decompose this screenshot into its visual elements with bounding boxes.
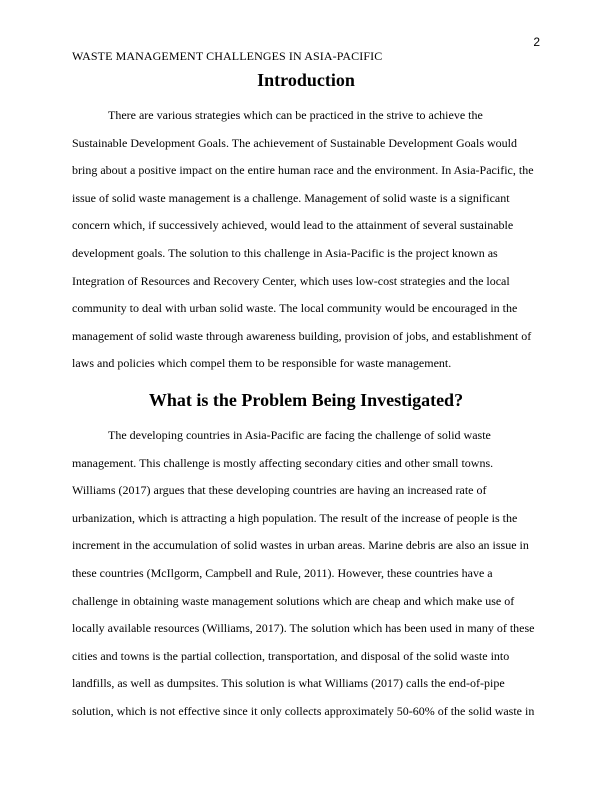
paragraph-line: laws and policies which compel them to be responsible for waste management. xyxy=(72,356,452,371)
document-body xyxy=(72,64,540,725)
paragraph-line: Integration of Resources and Recovery Center, which uses low-cost strategies and the local xyxy=(72,273,510,288)
paragraph-line: challenge in obtaining waste management solutions which are cheap and which make use of xyxy=(72,593,515,608)
problem-paragraph xyxy=(72,422,540,726)
paragraph-line: Williams (2017) argues that these developing countries are having an increased rate of xyxy=(72,483,487,498)
paragraph-line: issue of solid waste management is a challenge. Management of solid waste is a significant xyxy=(72,190,510,205)
running-head: WASTE MANAGEMENT CHALLENGES IN ASIA-PACIFIC xyxy=(72,49,383,63)
section-heading-introduction: Introduction xyxy=(257,70,355,90)
paragraph-line: landfills, as well as dumpsites. This solution is what Williams (2017) calls the end-of-pipe xyxy=(72,676,505,691)
paragraph-line: bring about a positive impact on the entire human race and the environment. In Asia-Pacific, the xyxy=(72,163,534,178)
paragraph-line: development goals. The solution to this challenge in Asia-Pacific is the project known as xyxy=(72,245,498,260)
paragraph-line: locally available resources (Williams, 2017). The solution which has been used in many of these xyxy=(72,621,535,636)
page-number: 2 xyxy=(533,35,540,49)
paragraph-line: Sustainable Development Goals. The achievement of Sustainable Development Goals would xyxy=(72,135,518,150)
paragraph-line: management. This challenge is mostly affecting secondary cities and other small towns. xyxy=(72,455,494,470)
paragraph-line: concern which, if successively achieved, would lead to the attainment of several sustainable xyxy=(72,218,514,233)
paragraph-line: community to deal with urban solid waste. The local community would be encouraged in the xyxy=(72,301,518,316)
paragraph-line: these countries (McIlgorm, Campbell and Rule, 2011). However, these countries have a xyxy=(72,565,493,580)
paragraph-line: increment in the accumulation of solid wastes in urban areas. Marine debris are also an issue in xyxy=(72,538,529,553)
section-heading-problem: What is the Problem Being Investigated? xyxy=(148,389,464,410)
introduction-paragraph xyxy=(72,102,540,378)
paragraph-line: cities and towns is the partial collection, transportation, and disposal of the solid waste into xyxy=(72,648,510,663)
paragraph-line: urbanization, which is attracting a high population. The result of the increase of people is the xyxy=(72,510,518,525)
paragraph-line: There are various strategies which can be practiced in the strive to achieve the xyxy=(108,108,483,122)
paragraph-line: management of solid waste through awareness building, provision of jobs, and establishment of xyxy=(72,328,532,343)
paragraph-line: solution, which is not effective since it only collects approximately 50-60% of the solid waste in xyxy=(72,703,535,718)
paragraph-line: The developing countries in Asia-Pacific are facing the challenge of solid waste xyxy=(108,427,491,442)
